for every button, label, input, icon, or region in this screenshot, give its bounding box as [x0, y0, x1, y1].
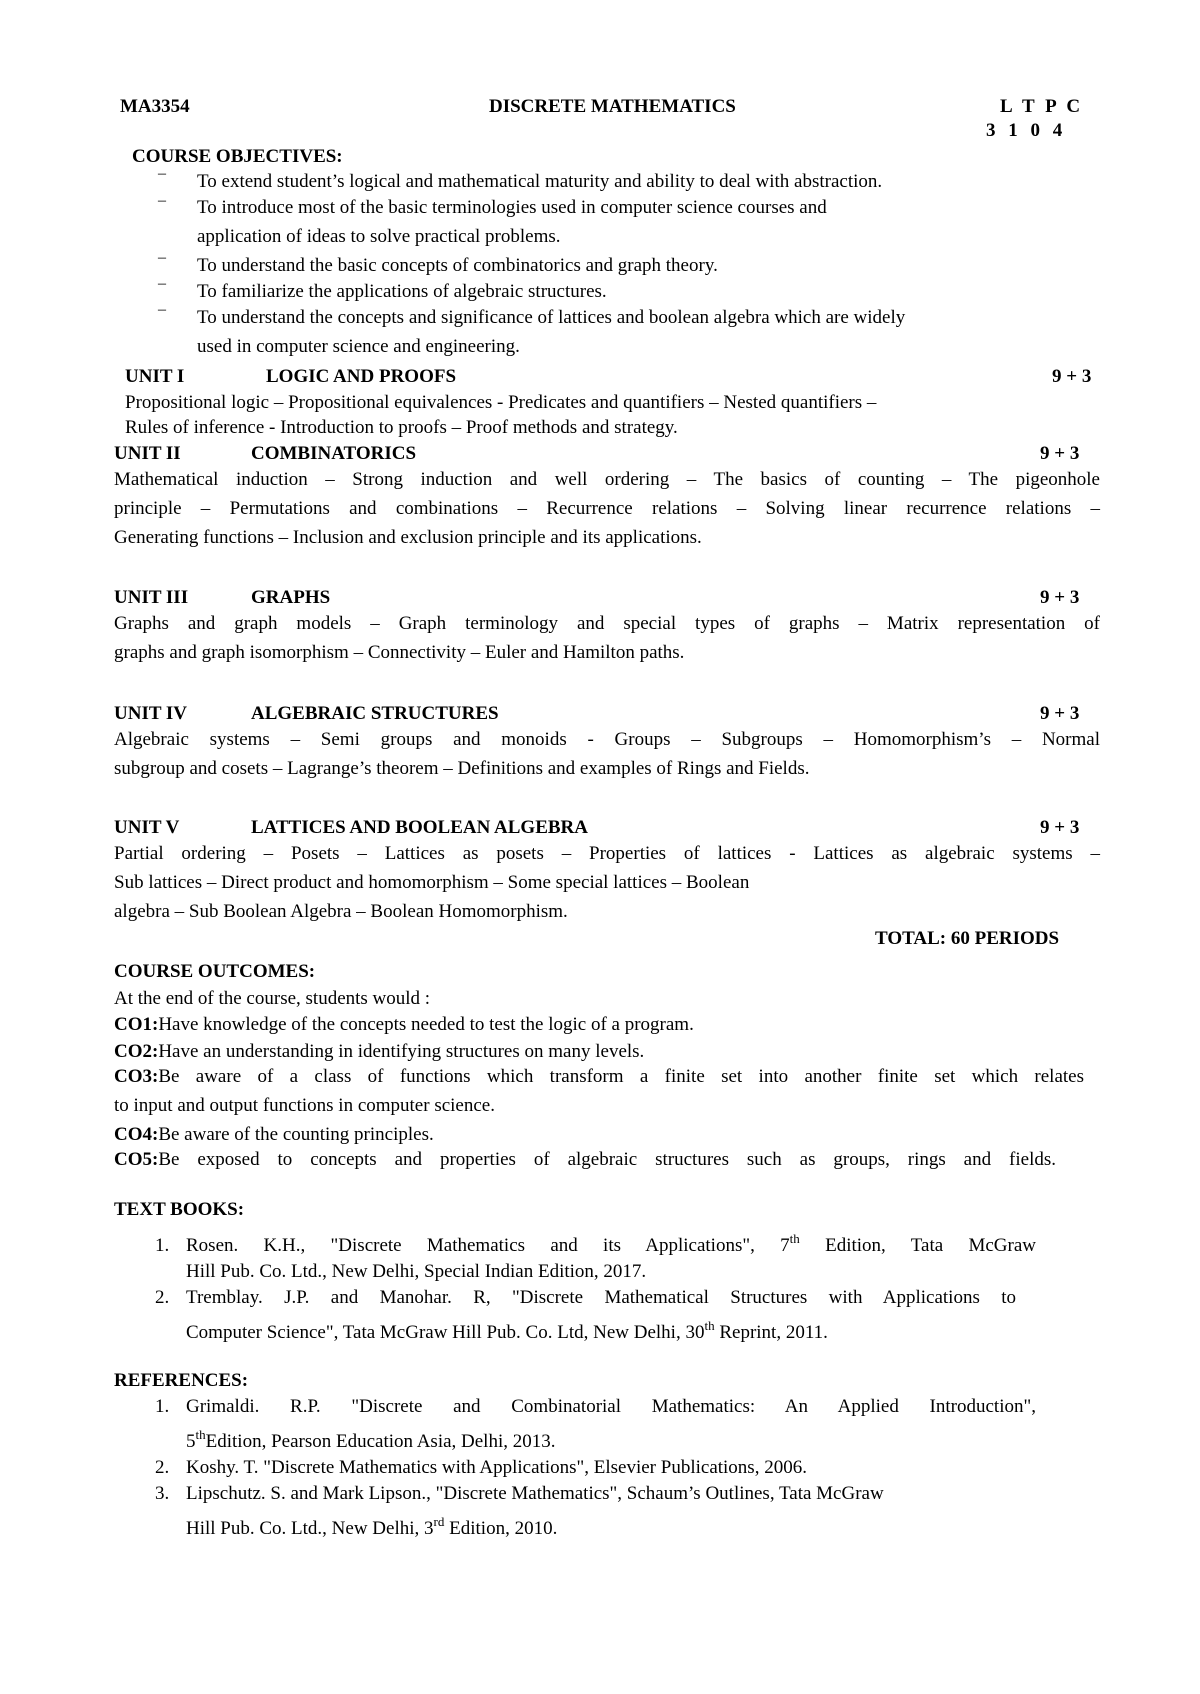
bullet-dash: –: [158, 192, 166, 209]
outcome-item: [114, 1041, 644, 1063]
unit-hours: 9 + 3: [1040, 703, 1080, 724]
reference-number: 1.: [155, 1396, 170, 1417]
course-title: DISCRETE MATHEMATICS: [489, 96, 736, 117]
unit-title: GRAPHS: [251, 587, 331, 608]
outcome-item: [114, 1014, 694, 1036]
outcome-text: Be aware of a class of functions which transform a finite set into another finite set which relates: [158, 1066, 1084, 1087]
outcome-text: Be exposed to concepts and properties of algebraic structures such as groups, rings and fields.: [158, 1149, 1056, 1170]
textbook-number: 2.: [155, 1287, 170, 1308]
reference-text: Hill Pub. Co. Ltd., New Delhi, 3: [186, 1518, 434, 1539]
textbook-number: 1.: [155, 1235, 170, 1256]
outcome-text: to input and output functions in computer science.: [114, 1095, 495, 1116]
textbooks-heading: TEXT BOOKS:: [114, 1199, 245, 1220]
unit-title: ALGEBRAIC STRUCTURES: [251, 703, 499, 724]
bullet-dash: –: [158, 275, 166, 292]
outcome-code: CO4:: [114, 1124, 159, 1145]
unit-hours: 9 + 3: [1040, 817, 1080, 838]
objective-line: To introduce most of the basic terminologies used in computer science courses and: [197, 197, 827, 218]
textbook-text: Edition, Tata McGraw: [799, 1235, 1036, 1256]
reference-number: 3.: [155, 1483, 170, 1504]
unit-title: LOGIC AND PROOFS: [266, 366, 457, 387]
unit-topics-line: Mathematical induction – Strong induction and well ordering – The basics of counting – The pigeonhole: [114, 469, 1100, 490]
unit-topics-line: Sub lattices – Direct product and homomorphism – Some special lattices – Boolean: [114, 872, 750, 893]
bullet-dash: –: [158, 301, 166, 318]
course-code: MA3354: [120, 96, 190, 117]
unit-label: UNIT III: [114, 587, 189, 608]
objective-line: To extend student’s logical and mathematical maturity and ability to deal with abstraction.: [197, 171, 883, 192]
ltpc-labels: L T P C: [1000, 96, 1084, 117]
unit-title: COMBINATORICS: [251, 443, 417, 464]
objective-line: To understand the concepts and significance of lattices and boolean algebra which are widely: [197, 307, 906, 328]
unit-topics-line: graphs and graph isomorphism – Connectivity – Euler and Hamilton paths.: [114, 642, 685, 663]
textbook-text: Computer Science", Tata McGraw Hill Pub. Co. Ltd, New Delhi, 30: [186, 1322, 705, 1343]
bullet-dash: –: [158, 249, 166, 266]
ordinal-suffix: th: [789, 1231, 800, 1246]
unit-topics-line: Generating functions – Inclusion and exclusion principle and its applications.: [114, 527, 702, 548]
outcome-code: CO2:: [114, 1041, 159, 1062]
objective-line: To understand the basic concepts of combinatorics and graph theory.: [197, 255, 718, 276]
objective-line: application of ideas to solve practical problems.: [197, 226, 561, 247]
unit-topics-line: Propositional logic – Propositional equivalences - Predicates and quantifiers – Nested quantifiers –: [125, 392, 877, 413]
unit-topics-line: subgroup and cosets – Lagrange’s theorem – Definitions and examples of Rings and Fields.: [114, 758, 810, 779]
reference-entry: [186, 1427, 556, 1453]
outcome-item: [114, 1149, 1056, 1171]
outcome-text: Be aware of the counting principles.: [158, 1124, 434, 1145]
ordinal-suffix: th: [195, 1427, 206, 1442]
outcome-item: [114, 1066, 1084, 1088]
reference-entry: [186, 1514, 558, 1540]
unit-hours: 9 + 3: [1040, 587, 1080, 608]
outcome-code: CO1:: [114, 1014, 159, 1035]
unit-topics-line: algebra – Sub Boolean Algebra – Boolean Homomorphism.: [114, 901, 568, 922]
unit-hours: 9 + 3: [1040, 443, 1080, 464]
textbook-entry: [186, 1231, 1036, 1257]
objectives-heading: COURSE OBJECTIVES:: [132, 146, 343, 167]
unit-title: LATTICES AND BOOLEAN ALGEBRA: [251, 817, 588, 838]
objective-line: To familiarize the applications of algebraic structures.: [197, 281, 607, 302]
unit-topics-line: Rules of inference - Introduction to proofs – Proof methods and strategy.: [125, 417, 678, 438]
outcomes-heading: COURSE OUTCOMES:: [114, 961, 316, 982]
reference-number: 2.: [155, 1457, 170, 1478]
outcomes-intro: At the end of the course, students would :: [114, 988, 431, 1009]
ordinal-suffix: th: [704, 1318, 715, 1333]
unit-label: UNIT V: [114, 817, 180, 838]
reference-text: Lipschutz. S. and Mark Lipson., "Discrete Mathematics", Schaum’s Outlines, Tata McGraw: [186, 1483, 884, 1504]
unit-topics-line: principle – Permutations and combinations – Recurrence relations – Solving linear recurrence relations –: [114, 498, 1100, 519]
reference-text: Grimaldi. R.P. "Discrete and Combinatorial Mathematics: An Applied Introduction",: [186, 1396, 1036, 1417]
textbook-text: Tremblay. J.P. and Manohar. R, "Discrete Mathematical Structures with Applications to: [186, 1287, 1016, 1308]
outcome-code: CO5:: [114, 1149, 159, 1170]
textbook-text: Hill Pub. Co. Ltd., New Delhi, Special Indian Edition, 2017.: [186, 1261, 647, 1282]
reference-text: Koshy. T. "Discrete Mathematics with Applications", Elsevier Publications, 2006.: [186, 1457, 807, 1478]
unit-label: UNIT IV: [114, 703, 188, 724]
ltpc-values: 3 1 0 4: [986, 120, 1067, 141]
textbook-text: Reprint, 2011.: [714, 1322, 828, 1343]
reference-text: Edition, Pearson Education Asia, Delhi, 2013.: [205, 1431, 556, 1452]
objective-line: used in computer science and engineering.: [197, 336, 520, 357]
unit-topics-line: Graphs and graph models – Graph terminology and special types of graphs – Matrix representation of: [114, 613, 1100, 634]
outcome-text: Have an understanding in identifying structures on many levels.: [158, 1041, 645, 1062]
reference-text: Edition, 2010.: [444, 1518, 558, 1539]
total-periods: TOTAL: 60 PERIODS: [875, 928, 1060, 949]
reference-text: 5: [186, 1431, 196, 1452]
unit-label: UNIT II: [114, 443, 181, 464]
textbook-entry: [186, 1318, 828, 1344]
ordinal-suffix: rd: [433, 1514, 445, 1529]
bullet-dash: –: [158, 165, 166, 182]
outcome-text: Have knowledge of the concepts needed to test the logic of a program.: [158, 1014, 694, 1035]
outcome-item: [114, 1124, 434, 1146]
outcome-code: CO3:: [114, 1066, 159, 1087]
unit-hours: 9 + 3: [1052, 366, 1092, 387]
unit-topics-line: Algebraic systems – Semi groups and monoids - Groups – Subgroups – Homomorphism’s – Normal: [114, 729, 1100, 750]
unit-label: UNIT I: [125, 366, 185, 387]
textbook-text: Rosen. K.H., "Discrete Mathematics and its Applications", 7: [186, 1235, 790, 1256]
unit-topics-line: Partial ordering – Posets – Lattices as posets – Properties of lattices - Lattices as algebraic systems –: [114, 843, 1100, 864]
references-heading: REFERENCES:: [114, 1370, 249, 1391]
